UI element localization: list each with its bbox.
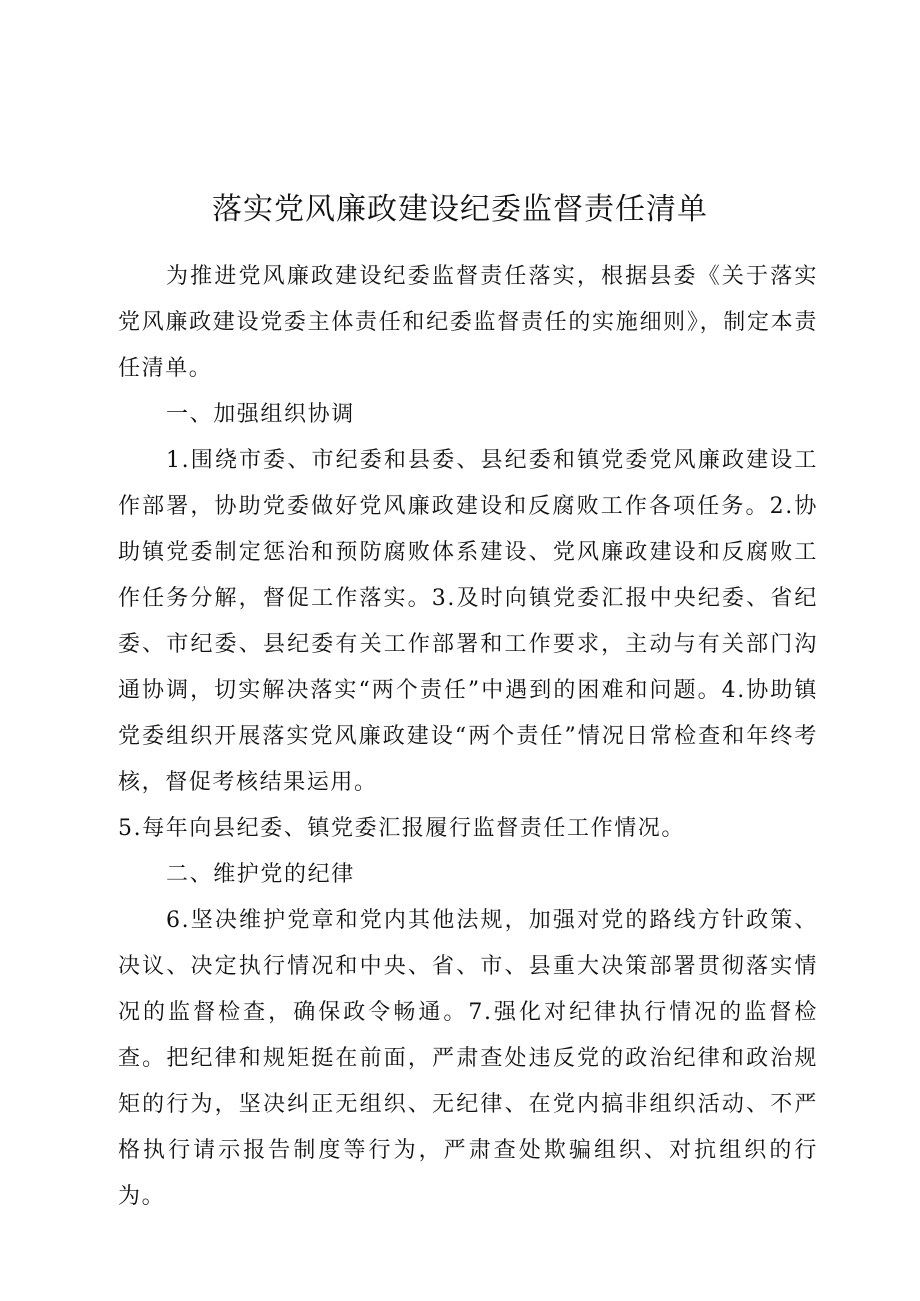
- document-title: 落实党风廉政建设纪委监督责任清单: [212, 192, 708, 227]
- intro-paragraph: 为推进党风廉政建设纪委监督责任落实，根据县委《关于落实党风廉政建设党委主体责任和纪委监督责任的实施细则》，制定本责任清单。: [118, 264, 818, 381]
- section-1-paragraph: 1.围绕市委、市纪委和县委、县纪委和镇党委党风廉政建设工作部署，协助党委做好党风廉政建设和反腐败工作各项任务。2.协助镇党委制定惩治和预防腐败体系建设、党风廉政建设和反腐败工作任务分解，督促工作落实。3.及时向镇党委汇报中央纪委、省纪委、市纪委、县纪委有关工作部署和工作要求，主动与有关部门沟通协调，切实解决落实“两个责任”中遇到的困难和问题。4.协助镇党委组织开展落实党风廉政建设“两个责任”情况日常检查和年终考核，督促考核结果运用。: [118, 448, 818, 795]
- document-body: [118, 254, 818, 1220]
- section-heading-2: 二、维护党的纪律: [166, 862, 355, 887]
- section-heading-1: 一、加强组织协调: [166, 402, 355, 427]
- section-2-paragraph: 6.坚决维护党章和党内其他法规，加强对党的路线方针政策、决议、决定执行情况和中央、省、市、县重大决策部署贯彻落实情况的监督检查，确保政令畅通。7.强化对纪律执行情况的监督检查。把纪律和规矩挺在前面，严肃查处违反党的政治纪律和政治规矩的行为，坚决纠正无组织、无纪律、在党内搞非组织活动、不严格执行请示报告制度等行为，严肃查处欺骗组织、对抗组织的行为。: [118, 908, 818, 1209]
- section-1-item-5: 5.每年向县纪委、镇党委汇报履行监督责任工作情况。: [118, 816, 685, 841]
